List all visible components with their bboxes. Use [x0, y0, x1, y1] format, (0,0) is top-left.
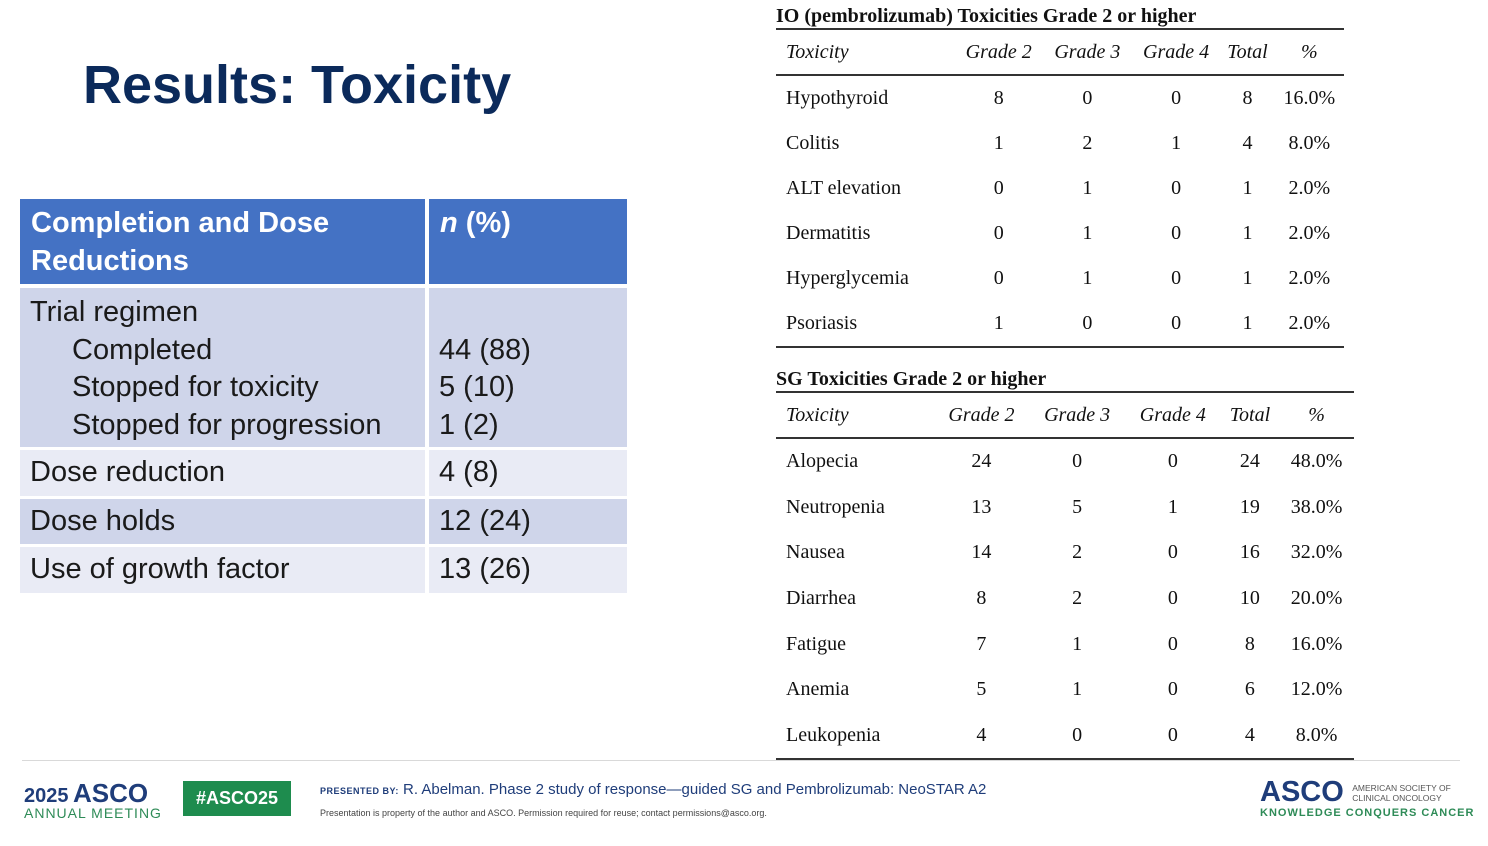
toxicity-name: Anemia — [786, 678, 850, 701]
table-cell: 24 — [1239, 450, 1260, 473]
toxicity-name: Nausea — [786, 541, 845, 564]
table-cell: 2.0% — [1288, 222, 1331, 244]
table-cell: 2 — [1072, 541, 1083, 564]
column-header: Grade 2 — [965, 40, 1032, 63]
society-line1: AMERICAN SOCIETY OF — [1352, 782, 1451, 793]
column-header: % — [1300, 40, 1318, 63]
dose-holds-label: Dose holds — [20, 497, 427, 546]
table-cell: 16.0% — [1290, 632, 1343, 655]
table-cell: 8 — [993, 87, 1004, 109]
table-cell: 32.0% — [1290, 541, 1343, 564]
table-cell: 6 — [1244, 678, 1255, 701]
completion-table — [20, 199, 627, 593]
disclaimer: Presentation is property of the author and ASCO. Permission required for reuse; contact permissions@asco.org. — [320, 808, 767, 818]
table-cell: 2 — [1082, 132, 1093, 154]
table-row — [776, 485, 1354, 531]
table-row — [776, 713, 1354, 760]
slide-title: Results: Toxicity — [83, 55, 512, 115]
presented-by — [320, 781, 986, 798]
toxicity-name: ALT elevation — [786, 177, 901, 199]
table-cell: 16 — [1239, 541, 1260, 564]
table-cell: 0 — [1167, 450, 1178, 473]
asco-society-logo — [1260, 776, 1474, 819]
dose-reduction-value: 4 (8) — [427, 449, 627, 498]
table-cell: 0 — [1171, 87, 1182, 109]
column-header: Total — [1229, 403, 1271, 426]
table-cell: 1 — [1171, 132, 1182, 154]
completed-value: 44 (88) — [439, 333, 531, 366]
table-cell: 0 — [993, 177, 1004, 199]
presented-text: R. Abelman. Phase 2 study of response—guided SG and Pembrolizumab: NeoSTAR A2 — [403, 781, 987, 798]
meeting-sub: ANNUAL MEETING — [24, 805, 162, 821]
table-cell: 14 — [971, 541, 992, 564]
completion-header-value — [427, 199, 627, 286]
toxicity-name: Leukopenia — [786, 723, 881, 746]
table-cell: 19 — [1239, 495, 1260, 518]
stopped-progression-label: Stopped for progression — [72, 408, 382, 441]
table-row — [776, 256, 1344, 301]
io-table-caption: IO (pembrolizumab) Toxicities Grade 2 or higher — [776, 5, 1197, 27]
table-row — [776, 530, 1354, 576]
table-cell: 24 — [971, 450, 992, 473]
table-cell: 0 — [1167, 678, 1178, 701]
io-toxicity-table — [776, 28, 1344, 348]
column-header: Grade 2 — [948, 403, 1015, 426]
society-line2: CLINICAL ONCOLOGY — [1352, 792, 1442, 803]
table-cell: 10 — [1239, 587, 1260, 610]
column-header: Total — [1227, 40, 1268, 63]
table-cell: 2 — [1072, 587, 1083, 610]
table-cell: 1 — [1167, 495, 1178, 518]
table-cell: 1 — [993, 132, 1004, 154]
asco-annual-meeting-logo — [24, 778, 162, 821]
table-cell: 1 — [1242, 222, 1253, 244]
meeting-year: 2025 — [24, 785, 69, 807]
table-cell: 0 — [1082, 87, 1093, 109]
asco-logo-brand: ASCO — [1260, 776, 1344, 808]
table-cell: 1 — [1072, 632, 1083, 655]
table-row — [776, 621, 1354, 667]
table-row — [776, 576, 1354, 622]
footer-divider — [22, 760, 1460, 761]
sg-toxicity-table — [776, 391, 1354, 760]
column-header: % — [1308, 403, 1325, 426]
table-cell: 4 — [1242, 132, 1253, 154]
dose-reduction-label: Dose reduction — [20, 449, 427, 498]
table-cell: 0 — [1167, 723, 1178, 746]
completed-label: Completed — [72, 333, 213, 366]
toxicity-name: Hypothyroid — [786, 87, 889, 109]
hashtag-badge: #ASCO25 — [183, 781, 291, 816]
growth-factor-row — [20, 546, 627, 593]
meeting-brand: ASCO — [72, 778, 149, 808]
table-cell: 2.0% — [1288, 177, 1331, 199]
column-header: Toxicity — [786, 40, 849, 63]
toxicity-name: Hyperglycemia — [786, 267, 909, 289]
table-cell: 48.0% — [1290, 450, 1343, 473]
table-cell: 7 — [976, 632, 987, 655]
table-cell: 8.0% — [1288, 132, 1331, 154]
table-cell: 0 — [1167, 632, 1178, 655]
table-cell: 8.0% — [1295, 723, 1338, 746]
table-row — [776, 438, 1354, 485]
table-cell: 1 — [1082, 267, 1093, 289]
trial-regimen-row — [20, 286, 627, 449]
table-cell: 8 — [1244, 632, 1255, 655]
table-cell: 1 — [1072, 678, 1083, 701]
toxicity-name: Neutropenia — [786, 495, 885, 518]
growth-factor-value: 13 (26) — [427, 546, 627, 593]
growth-factor-label: Use of growth factor — [20, 546, 427, 593]
table-cell: 5 — [1072, 495, 1083, 518]
completion-header-label: Completion and Dose Reductions — [20, 199, 427, 286]
io-table-header-row — [776, 29, 1344, 75]
table-row — [776, 75, 1344, 121]
value-suffix: (%) — [465, 207, 511, 239]
table-cell: 0 — [993, 222, 1004, 244]
table-cell: 0 — [1171, 222, 1182, 244]
completion-table-header — [20, 199, 627, 286]
table-cell: 0 — [1167, 541, 1178, 564]
table-cell: 0 — [1082, 312, 1093, 334]
column-header: Grade 3 — [1054, 40, 1121, 63]
trial-regimen-label: Trial regimen — [30, 296, 199, 328]
table-cell: 0 — [993, 267, 1004, 289]
table-cell: 1 — [1082, 177, 1093, 199]
logo-tagline: KNOWLEDGE CONQUERS CANCER — [1260, 807, 1475, 819]
dose-holds-row — [20, 497, 627, 546]
toxicity-name: Psoriasis — [786, 312, 858, 334]
table-cell: 0 — [1171, 312, 1182, 334]
table-row — [776, 301, 1344, 347]
table-cell: 1 — [993, 312, 1004, 334]
sg-table-caption: SG Toxicities Grade 2 or higher — [776, 368, 1047, 390]
table-cell: 1 — [1082, 222, 1093, 244]
table-cell: 4 — [976, 723, 987, 746]
table-cell: 16.0% — [1283, 87, 1336, 109]
table-row — [776, 667, 1354, 713]
column-header: Toxicity — [786, 403, 849, 426]
table-cell: 0 — [1171, 267, 1182, 289]
sg-table-header-row — [776, 392, 1354, 438]
table-cell: 12.0% — [1290, 678, 1343, 701]
table-cell: 1 — [1242, 177, 1253, 199]
table-cell: 4 — [1244, 723, 1255, 746]
column-header: Grade 4 — [1139, 403, 1206, 426]
table-cell: 8 — [1242, 87, 1253, 109]
toxicity-name: Alopecia — [786, 450, 859, 473]
toxicity-name: Fatigue — [786, 632, 846, 655]
table-cell: 1 — [1242, 267, 1253, 289]
table-cell: 38.0% — [1290, 495, 1343, 518]
dose-reduction-row — [20, 449, 627, 498]
table-row — [776, 121, 1344, 166]
table-cell: 5 — [976, 678, 987, 701]
table-cell: 8 — [976, 587, 987, 610]
table-cell: 13 — [971, 495, 992, 518]
table-cell: 1 — [1242, 312, 1253, 334]
table-cell: 20.0% — [1290, 587, 1343, 610]
io-toxicity-block — [776, 4, 1344, 348]
n-italic: n — [440, 207, 458, 239]
table-cell: 0 — [1072, 450, 1083, 473]
table-cell: 2.0% — [1288, 312, 1331, 334]
table-row — [776, 166, 1344, 211]
toxicity-name: Diarrhea — [786, 587, 856, 610]
table-cell: 0 — [1171, 177, 1182, 199]
sg-toxicity-block — [776, 367, 1354, 760]
table-cell: 2.0% — [1288, 267, 1331, 289]
table-cell: 0 — [1072, 723, 1083, 746]
presented-label: PRESENTED BY: — [320, 786, 399, 796]
dose-holds-value: 12 (24) — [427, 497, 627, 546]
toxicity-name: Colitis — [786, 132, 840, 154]
table-row — [776, 211, 1344, 256]
column-header: Grade 4 — [1143, 40, 1210, 63]
toxicity-name: Dermatitis — [786, 222, 871, 244]
stopped-progression-value: 1 (2) — [439, 408, 499, 441]
stopped-toxicity-value: 5 (10) — [439, 371, 515, 403]
table-cell: 0 — [1167, 587, 1178, 610]
stopped-toxicity-label: Stopped for toxicity — [72, 371, 319, 403]
column-header: Grade 3 — [1044, 403, 1111, 426]
